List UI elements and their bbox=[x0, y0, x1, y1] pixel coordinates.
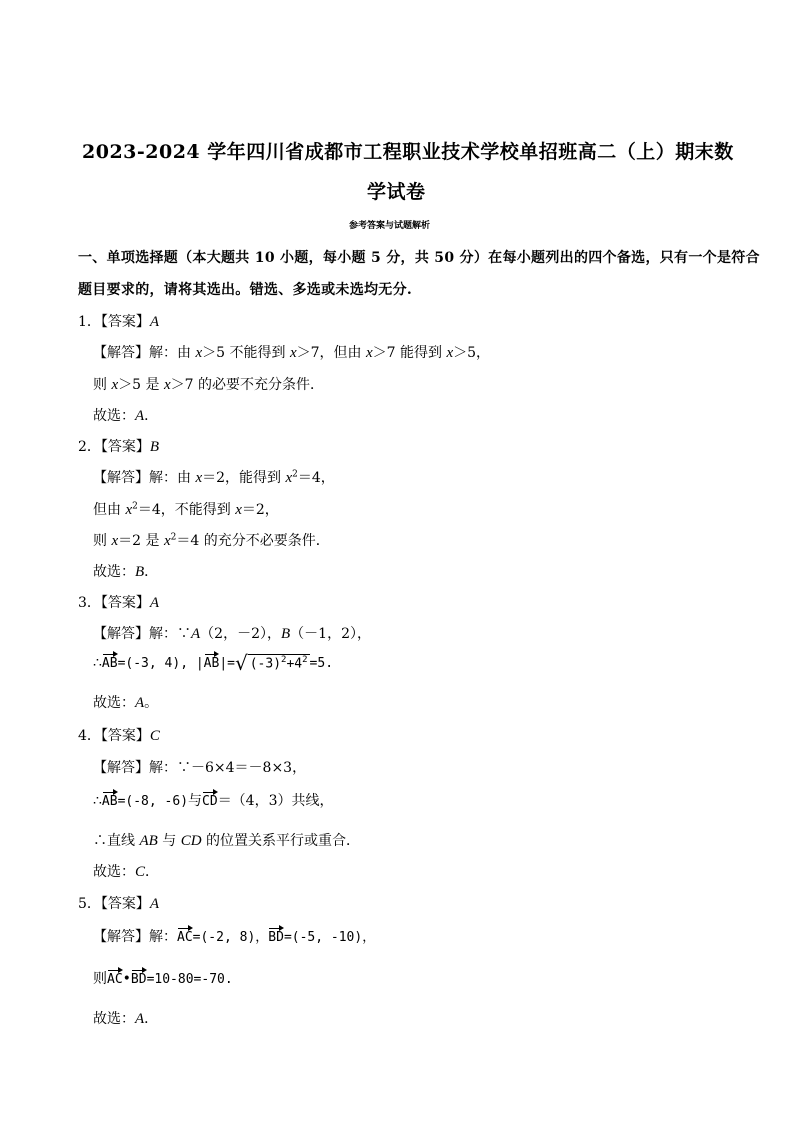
text: 解：∵ bbox=[149, 626, 191, 642]
var: CD bbox=[180, 833, 202, 849]
vector-bd: BD bbox=[131, 967, 147, 987]
vector-ab: AB bbox=[204, 651, 220, 671]
q4-choice bbox=[93, 861, 159, 881]
q5-answer: A bbox=[149, 896, 160, 912]
q4-solution-line2 bbox=[93, 789, 334, 810]
q4-solution-tag: 【解答】 bbox=[93, 760, 149, 776]
text: 则 bbox=[93, 971, 107, 987]
text: ＝2， bbox=[241, 502, 279, 518]
q5-answer-row bbox=[78, 893, 159, 913]
q5-number: 5． bbox=[78, 896, 101, 912]
var: x bbox=[125, 502, 133, 518]
text: 故选： bbox=[93, 864, 135, 880]
q3-answer: A bbox=[149, 595, 160, 611]
q1-solution-line2 bbox=[93, 374, 324, 394]
section-heading-line2: 题目要求的，请将其选出。错选、多选或未选均无分. bbox=[78, 282, 413, 298]
exponent: 2 bbox=[170, 532, 177, 543]
text: 故选： bbox=[93, 408, 135, 424]
q2-answer: B bbox=[149, 439, 160, 455]
var: A bbox=[135, 695, 145, 711]
text: +4 bbox=[286, 656, 303, 671]
q2-number: 2． bbox=[78, 439, 101, 455]
text: ＞5， bbox=[453, 345, 491, 361]
text: ∴ bbox=[93, 793, 102, 809]
text: =(-2, 8)， bbox=[192, 930, 269, 945]
text: =(-8, -6) bbox=[117, 794, 189, 809]
text: ∴直线 bbox=[93, 833, 140, 849]
q2-choice bbox=[93, 561, 158, 581]
var: x bbox=[446, 345, 454, 361]
text: 故选： bbox=[93, 695, 135, 711]
var: x bbox=[163, 533, 171, 549]
var: A bbox=[135, 408, 145, 424]
exponent: 2 bbox=[292, 469, 298, 480]
text: ． bbox=[145, 864, 160, 880]
text: ． bbox=[144, 1011, 159, 1027]
var: C bbox=[135, 864, 146, 880]
dot-operator: • bbox=[122, 971, 131, 987]
q1-answer-row bbox=[78, 311, 159, 331]
q3-solution-line1 bbox=[93, 623, 371, 643]
var: x bbox=[111, 533, 119, 549]
var: x bbox=[195, 345, 203, 361]
page-title-line1: 2023-2024 学年四川省成都市工程职业技术学校单招班高二（上）期末数 bbox=[82, 141, 734, 163]
text: =5. bbox=[309, 656, 334, 671]
text: |= bbox=[219, 656, 235, 671]
q3-answer-row bbox=[78, 592, 159, 612]
q5-solution-tag: 【解答】 bbox=[93, 929, 149, 945]
q4-answer: C bbox=[149, 728, 160, 744]
q4-answer-row bbox=[78, 725, 160, 745]
text: ． bbox=[144, 564, 159, 580]
text: （2，－2）， bbox=[200, 626, 281, 642]
text: ＞7 能得到 bbox=[372, 345, 447, 361]
text: ＝（4，3）共线， bbox=[217, 793, 334, 809]
var: x bbox=[163, 377, 171, 393]
text: 故选： bbox=[93, 1011, 135, 1027]
var: B bbox=[135, 564, 145, 580]
vector-bd: BD bbox=[268, 925, 284, 945]
q1-answer-tag: 【答案】 bbox=[100, 314, 150, 330]
sqrt: √ $(-3)^2+4^2$ bbox=[234, 651, 308, 675]
q1-solution-line1 bbox=[93, 342, 490, 362]
exponent: 2 bbox=[281, 654, 287, 665]
q5-answer-tag: 【答案】 bbox=[100, 896, 150, 912]
q2-solution-line2 bbox=[93, 499, 279, 519]
text: 则 bbox=[93, 377, 112, 393]
q5-solution-line1 bbox=[93, 925, 375, 946]
text: ＞5 不能得到 bbox=[202, 345, 290, 361]
var: A bbox=[191, 626, 201, 642]
page-title-line2: 学试卷 bbox=[367, 181, 426, 203]
q3-answer-tag: 【答案】 bbox=[100, 595, 150, 611]
q2-answer-row bbox=[78, 436, 159, 456]
q1-number: 1． bbox=[78, 314, 101, 330]
text: 但由 bbox=[93, 502, 126, 518]
vector-ab: AB bbox=[102, 789, 118, 809]
var: x bbox=[111, 377, 119, 393]
q5-choice bbox=[93, 1008, 158, 1028]
vector-ac: AC bbox=[107, 967, 123, 987]
text: =10-80=-70. bbox=[146, 972, 233, 987]
var: x bbox=[235, 502, 242, 518]
text: (-3) bbox=[249, 656, 282, 671]
text: ＝4， bbox=[297, 470, 335, 486]
q3-choice bbox=[93, 692, 158, 712]
q2-solution-line3 bbox=[93, 530, 330, 550]
q3-solution-line2 bbox=[93, 651, 333, 675]
text: ＞5 是 bbox=[118, 377, 164, 393]
var: AB bbox=[139, 833, 158, 849]
q4-answer-tag: 【答案】 bbox=[100, 728, 150, 744]
q1-choice bbox=[93, 405, 158, 425]
var: x bbox=[289, 345, 297, 361]
text: ＞7，但由 bbox=[296, 345, 366, 361]
q4-number: 4． bbox=[78, 728, 101, 744]
text: （－1，2）， bbox=[290, 626, 371, 642]
text: ＝2，能得到 bbox=[202, 470, 286, 486]
text: 。 bbox=[144, 695, 159, 711]
q3-number: 3． bbox=[78, 595, 101, 611]
text: 与 bbox=[157, 833, 181, 849]
q5-solution-line2 bbox=[93, 967, 233, 988]
page-subtitle: 参考答案与试题解析 bbox=[349, 221, 431, 231]
text: =(-5, -10)， bbox=[283, 930, 376, 945]
var: x bbox=[195, 470, 203, 486]
q1-solution-tag: 【解答】 bbox=[93, 345, 149, 361]
text: ． bbox=[144, 408, 159, 424]
text: 的位置关系平行或重合． bbox=[201, 833, 360, 849]
text: ＝2 是 bbox=[118, 533, 164, 549]
q2-answer-tag: 【答案】 bbox=[100, 439, 150, 455]
text: 则 bbox=[93, 533, 112, 549]
vector-ab: AB bbox=[102, 651, 118, 671]
text: 与 bbox=[188, 793, 203, 809]
text: 解：由 bbox=[149, 345, 196, 361]
var: x bbox=[365, 345, 373, 361]
text: 解：由 bbox=[149, 470, 196, 486]
q2-solution-tag: 【解答】 bbox=[93, 470, 149, 486]
q3-solution-tag: 【解答】 bbox=[93, 626, 149, 642]
text: ＝4 的充分不必要条件． bbox=[176, 533, 330, 549]
q4-solution-line1 bbox=[93, 757, 306, 777]
text: 故选： bbox=[93, 564, 135, 580]
text: 解：∵－6×4＝－8×3， bbox=[149, 760, 307, 776]
exponent: 2 bbox=[132, 501, 138, 512]
text: ＞7 的必要不充分条件． bbox=[170, 377, 324, 393]
text: ∴ bbox=[93, 655, 102, 671]
q1-answer: A bbox=[149, 314, 160, 330]
var: B bbox=[281, 626, 291, 642]
section-heading-line1: 一、单项选择题（本大题共 10 小题，每小题 5 分，共 50 分）在每小题列出的四个备选，只有一个是符合 bbox=[78, 250, 760, 266]
text: =(-3, 4), | bbox=[117, 656, 204, 671]
var: A bbox=[135, 1011, 145, 1027]
q2-solution-line1 bbox=[93, 467, 335, 487]
text: 解： bbox=[149, 929, 177, 945]
vector-ac: AC bbox=[177, 925, 193, 945]
q4-solution-line3 bbox=[93, 830, 360, 850]
var: x bbox=[285, 470, 293, 486]
vector-cd: CD bbox=[202, 789, 218, 809]
text: ＝4，不能得到 bbox=[137, 502, 236, 518]
exponent: 2 bbox=[302, 654, 308, 665]
